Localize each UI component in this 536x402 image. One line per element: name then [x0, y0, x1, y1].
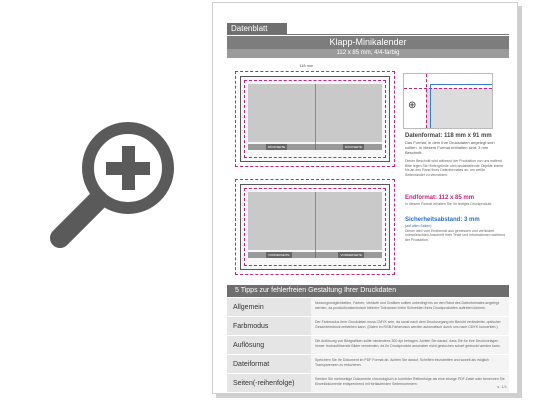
tip-label: Dateiformat: [227, 355, 311, 373]
tips-table: [227, 298, 509, 393]
tip-row: [227, 317, 509, 336]
header-rule: [227, 34, 509, 35]
bleed-line: [404, 88, 492, 89]
center-line: [315, 192, 316, 258]
dimension-label: 118 mm: [299, 63, 314, 68]
corner-detail: [403, 73, 493, 129]
safety-line: [430, 84, 492, 85]
zoom-in-icon[interactable]: [44, 108, 184, 248]
product-title: Klapp-Minikalender: [227, 36, 509, 49]
safety-line: [430, 84, 431, 128]
info-endformat: [405, 195, 505, 207]
tip-row: [227, 355, 509, 374]
info-sicherheit: [405, 217, 505, 242]
sicherheit-heading: Sicherheitsabstand: 3 mm: [405, 217, 480, 223]
tip-label: Auflösung: [227, 336, 311, 354]
endformat-text: In diesem Format erhalten Sie Ihr fertiges Druckprodukt.: [405, 202, 493, 206]
tip-label: Seiten(-reihenfolge): [227, 374, 311, 392]
datasheet-page: [212, 2, 518, 394]
side-tag: RÜCKSEITE: [268, 145, 286, 149]
endformat-heading: Endformat: 112 x 85 mm: [405, 195, 475, 201]
tip-text: Die Auflösung von Bildgrafiken sollte mindestens 300 dpi betragen. Achten Sie darauf, dass Sie für Ihre Druckvorlagen immer hochauflösende Bilder verwenden, da Ihr Druckprodukt ansonsten nicht gestochen scharf gedruckt werden kann.: [311, 336, 509, 354]
tip-label: Farbmodus: [227, 317, 311, 335]
product-subtitle: 112 x 85 mm, 4/4-farbig: [227, 49, 509, 58]
sicherheit-text: Dieser wird vom Endformat aus gemessen und verhindert unerwünschten Anschnitt Ihrer Texte und Informationen während der Produktion.: [405, 228, 505, 242]
side-tag: RÜCKSEITE: [344, 145, 362, 149]
tip-text: Senden Sie mehrseitige Dokumente chronologisch in korrekter Reihenfolge als eine einzige PDF-Datei oder benennen Sie Einzeldokumente entsprechend mit fortlaufenden Seitennummern.: [311, 374, 509, 392]
template-drawing-front: [235, 179, 395, 275]
tip-text: Der Farbmodus Ihrer Druckdaten muss CMYK sein, da sonst nach dem Druckvorgang ein Bericht veränderter, optischer Gesamteindruck entstehen kann. (Daten im RGB-Farbmodus werden automatisch durch uns nach CMYK konvertiert.): [311, 317, 509, 335]
template-drawing-back: [235, 63, 395, 167]
tip-row: [227, 298, 509, 317]
side-tag: VORDERSEITE: [268, 253, 290, 257]
center-line: [315, 84, 316, 150]
datenformat-text: Das Format, in dem Ihre Druckdaten angelegt sein sollten. In diesem Format enthalten sind: 3 mm Beschnitt.: [405, 140, 495, 155]
datenformat-text2: Dieser Beschnitt wird während der Produktion von uns entfernt. Bitte legen Sie Hintergründe und randabfallende Objekte immer bis an den Rand Ihres Datenformates an, um weiße Seitenränder zu vermeiden.: [405, 159, 504, 177]
tips-title: 5 Tipps zur fehlerfreien Gestaltung Ihrer Druckdaten: [227, 285, 509, 297]
sicherheit-sub: (auf allen Seiten): [405, 224, 432, 228]
tip-row: [227, 374, 509, 393]
tip-row: [227, 336, 509, 355]
datenformat-heading: Datenformat: 118 mm x 91 mm: [405, 133, 492, 139]
detail-fill: [426, 88, 492, 128]
small-zoom-icon[interactable]: ⊕: [408, 100, 417, 111]
tip-label: Allgemein: [227, 298, 311, 316]
side-tag: VORDERSEITE: [340, 253, 362, 257]
bleed-line: [426, 74, 427, 128]
tip-text: Nutzungsmöglichkeiten, Farben, Verläufe und Grafiken sollten unbedingt bis an den Rand des Datenformates angelegt werden, da produktionstechnisch kleinere Toleranzen beim Schneiden Ihres Druckproduktes auftreten können.: [311, 298, 509, 316]
tip-text: Speichern Sie Ihr Dokument im PDF Format ab. Achten Sie darauf, Schriften einzubetten und soweit als möglich Transparenzen zu reduzieren.: [311, 355, 509, 373]
datasheet-badge: Datenblatt: [227, 23, 287, 35]
info-datenformat: [405, 133, 505, 177]
page-number: s. 1/1: [497, 384, 507, 389]
